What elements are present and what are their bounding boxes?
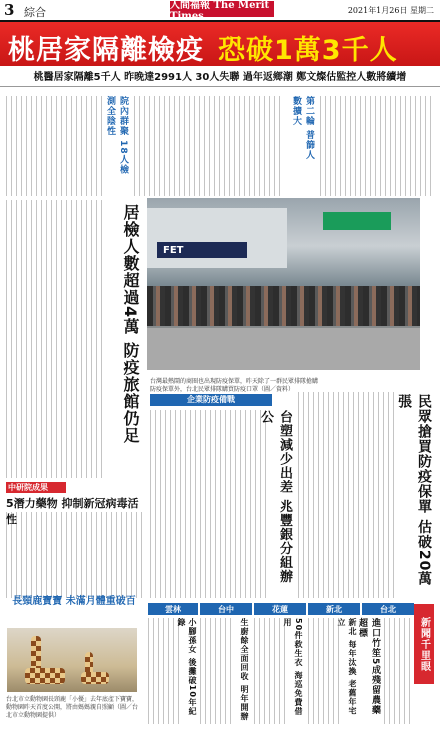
body-text-column <box>298 392 396 598</box>
body-text-column <box>200 618 232 724</box>
section-tag: 新聞千里眼 <box>414 604 434 684</box>
giraffe-body <box>81 672 109 684</box>
body-text-column <box>308 618 340 724</box>
research-headline: 5潛力藥物 抑制新冠病毒活性 <box>6 497 139 526</box>
insurance-headline: 民眾搶買防疫保單 估破20萬張 <box>396 394 432 587</box>
headline-main: 桃居家隔離檢疫 <box>8 35 204 66</box>
body-text-column <box>150 410 268 598</box>
giraffe-caption: 台北市立動物園長頸鹿「小優」去年底產下寶寶，動物園昨天首度公開，將由媽媽親自照顧（圖／台北市立動物園提供） <box>6 696 139 719</box>
giraffe-photo <box>7 628 137 692</box>
region-tag-taipei: 台北 <box>362 603 414 615</box>
body-text-column <box>254 618 286 724</box>
body-text-column <box>148 618 180 724</box>
section-label: 綜合 <box>24 6 46 19</box>
store-sign: FET <box>157 242 247 258</box>
headline-highlight: 恐破1萬3千人 <box>218 35 398 66</box>
storefront <box>147 208 287 268</box>
section-tag: 中研院成果 <box>6 482 66 493</box>
store-sign <box>323 212 391 230</box>
giraffe-headline: 長頸鹿寶寶 未滿月體重破百 <box>12 596 136 607</box>
body-text-column <box>6 96 104 196</box>
headline-subline: 桃醫居家隔離5千人 昨晚達2991人 30人失聯 過年返鄉潮 鄭文燦估監控人數將續增 <box>0 68 440 87</box>
brief-headline: 進口竹笙5成殘留農藥超標 <box>357 618 380 716</box>
brief-headline: 新北 每年汰換 老舊年宅立 <box>337 618 357 716</box>
brief-headline: 生廚餘全面回收 明年開辦 <box>240 618 249 721</box>
body-text-column <box>384 618 412 724</box>
region-tag-hualien: 花蓮 <box>254 603 306 615</box>
center-headline: 第二輪 普篩人數擴大 <box>291 96 314 161</box>
body-text-column <box>6 512 146 598</box>
newspaper-logo: 人間福報 The Merit Times <box>170 1 274 17</box>
region-tag-newtaipei: 新北 <box>308 603 360 615</box>
body-text-column <box>6 200 106 478</box>
news-photo-crowd <box>147 198 420 370</box>
formosa-headline: 台塑減少出差 兆豐銀分組辦公 <box>258 410 292 584</box>
body-text-column <box>320 96 434 196</box>
photo-caption: 台灣最熱鬧的商圈也出現防疫保單，昨天除了一群民眾排隊搶購防疫保單外，台北民眾排隊購買防疫口罩（圖／資料） <box>150 378 319 393</box>
side-headline: 院內群聚 18人檢測全陰性 <box>105 96 128 175</box>
giraffe-body <box>25 668 65 684</box>
brief-headline: 小腳孫女 後攤破10年紀錄 <box>177 618 197 716</box>
region-tag-taichung: 台中 <box>200 603 252 615</box>
body-text-column <box>134 96 284 196</box>
lead-vertical-headline: 居檢人數超過4萬 防疫旅館仍足 <box>121 204 140 444</box>
page-number: 3 <box>4 1 15 19</box>
brief-headline: 50件救生衣 海巡免費借用 <box>283 618 303 716</box>
region-tag-yunlin: 雲林 <box>148 603 198 615</box>
road <box>147 328 420 370</box>
crowd <box>147 286 420 326</box>
section-tag: 企業防疫備戰 <box>150 394 272 406</box>
issue-date: 2021年1月26日 星期二 <box>347 6 434 15</box>
